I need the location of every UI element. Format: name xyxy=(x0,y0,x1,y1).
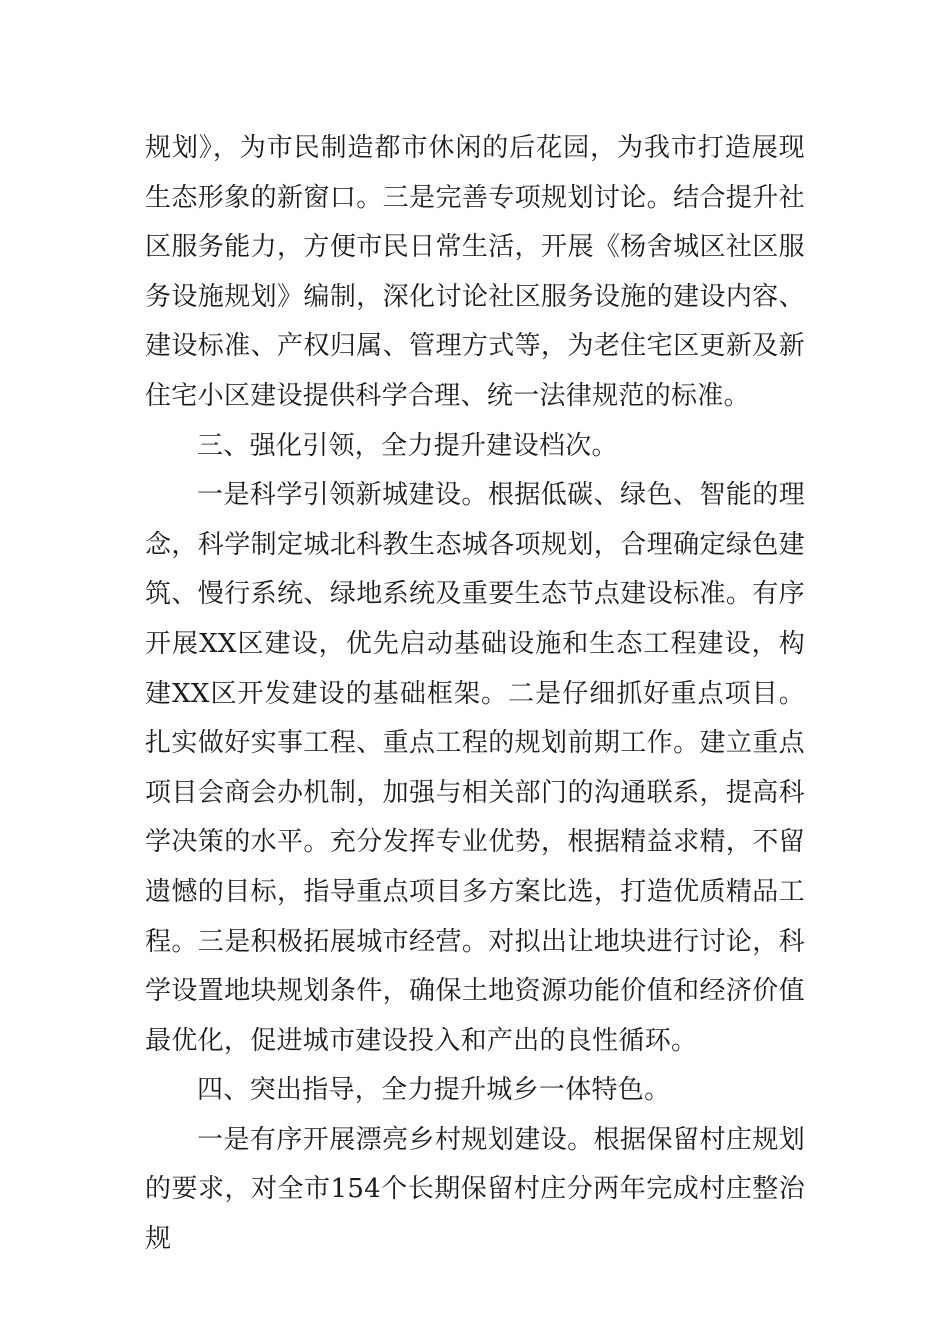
paragraph-continuation: 规划》，为市民制造都市休闲的后花园，为我市打造展现生态形象的新窗口。三是完善专项规划讨论。结合提升社区服务能力，方便市民日常生活，开展《杨舍城区社区服务设施规划》编制，深化讨论社区服务设施的建设内容、建设标准、产权归属、管理方式等，为老住宅区更新及新住宅小区建设提供科学合理、统一法律规范的标准。 xyxy=(145,133,805,411)
paragraph-section-four-body: 一是有序开展漂亮乡村规划建设。根据保留村庄规划的要求，对全市154个长期保留村庄分两年完成村庄整治规 xyxy=(145,1124,805,1255)
paragraph-section-three-body: 一是科学引领新城建设。根据低碳、绿色、智能的理念，科学制定城北科教生态城各项规划，合理确定绿色建筑、慢行系统、绿地系统及重要生态节点建设标准。有序开展XX区建设，优先启动基础设施和生态工程建设，构建XX区开发建设的基础框架。二是仔细抓好重点项目。扎实做好实事工程、重点工程的规划前期工作。建立重点项目会商会办机制，加强与相关部门的沟通联系，提高科学决策的水平。充分发挥专业优势，根据精益求精，不留遗憾的目标，指导重点项目多方案比选，打造优质精品工程。三是积极拓展城市经营。对拟出让地块进行讨论，科学设置地块规划条件，确保土地资源功能价值和经济价值最优化，促进城市建设投入和产出的良性循环。 xyxy=(145,480,805,1056)
section-heading-three: 三、强化引领，全力提升建设档次。 xyxy=(197,430,618,461)
section-heading-four: 四、突出指导，全力提升城乡一体特色。 xyxy=(197,1075,671,1106)
document-page xyxy=(145,124,805,1265)
